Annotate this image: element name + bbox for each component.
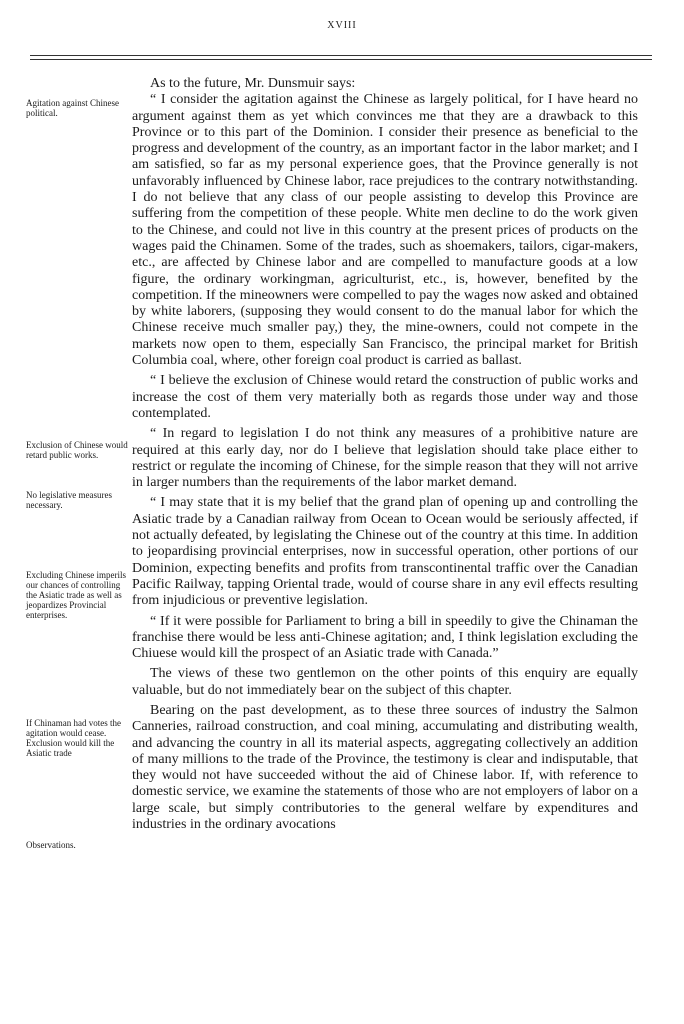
margin-note: No legislative measures necessary. (26, 490, 112, 510)
margin-note: Excluding Chinese imperils our chances of controlling the Asiatic trade as well as jeopardizes Provincial enterprises. (26, 570, 126, 620)
margin-note: If Chinaman had votes the agitation would cease. Exclusion would kill the Asiatic trade (26, 718, 121, 758)
paragraph: “ If it were possible for Parliament to bring a bill in speedily to give the Chinaman the franchise there would be less anti-Chinese agitation; and, I think legislation excluding the Chiuese would kill the prospect of an Asiatic trade with Canada.” (132, 613, 638, 662)
paragraph: Bearing on the past development, as to these three sources of industry the Salmon Canneries, railroad construction, and coal mining, accumulating and distributing wealth, and advancing the country in all its material aspects, aggregating collectively an addition of many millions to the trade of the Province, the testimony is clear and indisputable, that they would not have succeeded without the aid of Chinese labor. If, with reference to domestic service, we examine the statements of those who are not employers of labor on a large scale, but simply contributories to the general welfare by expenditures and industries in the ordinary avocations (132, 702, 638, 833)
page-number: XVIII (327, 20, 357, 31)
paragraph: “ I consider the agitation against the Chinese as largely political, for I have heard no argument against them as yet which convinces me that they are a drawback to this Province or to this part of the Dominion. I consider their presence as beneficial to the progress and development of the country, as an important factor in the labor market; and I am satisfied, so far as my personal experience goes, that the Province generally is not unfavorably influenced by Chinese labor, race prejudices to the contrary notwithstanding. I do not believe that any class of our people assisting to develop this Province are suffering from the competition of these people. White men decline to do the work given to the Chinese, and could not live in this country at the present prices of products on the wages paid the Chinamen. Some of the trades, such as shoemakers, tailors, cigar-makers, etc., are affected by Chinese labor and are compelled to manufacture goods at a low figure, the ordinary workingman, agriculturist, etc., is, however, benefited by the competition. If the mineowners were compelled to pay the wages now asked and obtained by white laborers, (supposing they would consent to do the manual labor for which the Chinese receive much smaller pay,) they, the mine-owners, could not compete in the markets now open to them, especially San Francisco, the principal market for British Columbia coal, where, other foreign coal product is carried as ballast. (132, 92, 638, 369)
paragraph: The views of these two gentlemon on the other points of this enquiry are equally valuable, but do not immediately bear on the subject of this chapter. (132, 666, 638, 698)
body-text (132, 76, 638, 833)
paragraph: “ I believe the exclusion of Chinese would retard the construction of public works and increase the cost of them very materially both as regards those under way and those contemplated. (132, 373, 638, 421)
paragraph: “ I may state that it is my belief that the grand plan of opening up and controlling the Asiatic trade by a Canadian railway from Ocean to Ocean would be seriously affected, if not actually defeated, by legislating the Chinese out of the country at this time. In addition to jeopardising provincial enterprises, now in successful operation, other portions of our Dominion, expecting benefits and profits from transcontinental traffic over the Canadian Pacific Railway, tapping Oriental trade, would of course share in any evil effects resulting from injudicious or preventive legislation. (132, 495, 638, 609)
margin-note: Exclusion of Chinese would retard public works. (26, 440, 128, 460)
margin-note: Observations. (26, 840, 76, 850)
paragraph: “ In regard to legislation I do not think any measures of a prohibitive nature are required at this early day, nor do I believe that legislation should take place either to restrict or regulate the incoming of Chinese, for the simple reason that they will not arrive in larger numbers than the requirements of the labor market demand. (132, 426, 638, 491)
margin-note: Agitation against Chinese political. (26, 98, 119, 118)
paragraph: As to the future, Mr. Dunsmuir says: (150, 76, 356, 91)
margin-notes (0, 0, 130, 1024)
